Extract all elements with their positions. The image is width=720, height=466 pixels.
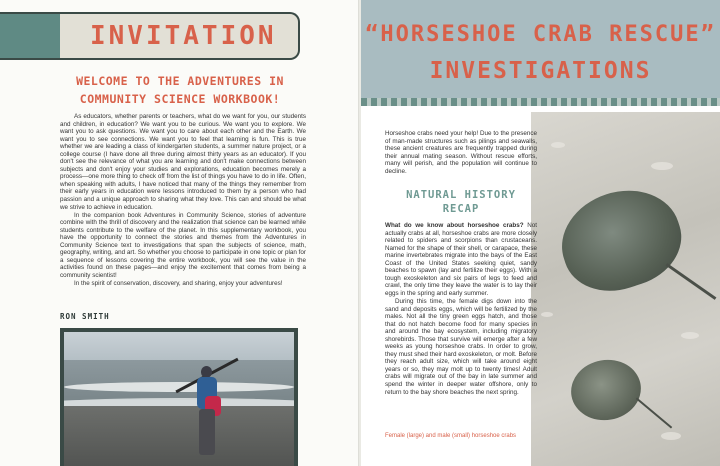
invitation-banner (0, 12, 300, 60)
author-signature: RON SMITH (60, 312, 110, 321)
invitation-body (60, 113, 306, 288)
title-line-1: “HORSESHOE CRAB RESCUE” (365, 22, 716, 47)
photo-sea (64, 360, 294, 400)
female-crab-tail (666, 263, 717, 300)
male-crab-tail (636, 397, 673, 428)
sand-speck (651, 162, 673, 170)
welcome-line-2: COMMUNITY SCIENCE WORKBOOK! (79, 92, 281, 106)
sand-speck (541, 312, 553, 317)
figure-legs (199, 409, 215, 455)
sand-speck (551, 142, 565, 148)
female-crab (549, 176, 693, 304)
photo-sky (64, 332, 294, 362)
intro-text: Horseshoe crabs need your help! Due to the presence of man-made structures such as pilings and seawalls, these ancient creatures are frequently trapped during their annual mating season. Without rescue efforts, many will perish, and the population will continue to decline. (385, 130, 537, 175)
recap-line-1: NATURAL HISTORY (406, 189, 516, 201)
sand-speck (681, 332, 699, 339)
recap-body (385, 222, 537, 397)
beach-photo (60, 328, 298, 466)
recap-paragraph (385, 222, 537, 297)
banner-title: INVITATION (90, 21, 277, 51)
paragraph: As educators, whether parents or teachers, what do we want for you, our students and children, in education? We want you to be curious. We want you to explore. We want you to ask questions. We want you to care about each other and the Earth. We want you to see connections. We want you to feel that learning is fun. This is true whether we are leading a class of kindergarten students, a summer nature project, or a college course (I have done all three during almost thirty years as an educator). If you don't see the relevance of what you are learning and don't make connections between subjects and don't enjoy your studies and explorations, education becomes merely a process—one more thing to check off from the list of things you have to do in life. Often, when speaking with adults, I have noticed that many of the things they remember from their early years in education were lessons introduced to them by a person who had passion and a unique approach to sharing what they love. This can and should be what we strive to achieve in education. (60, 113, 306, 211)
topographic-pattern (0, 14, 60, 60)
male-crab (566, 354, 645, 425)
welcome-heading (30, 72, 330, 108)
recap-lead: What do we know about horseshoe crabs? (385, 222, 524, 229)
photo-caption: Female (large) and male (small) horseshoe crabs (385, 433, 517, 439)
sand-speck (661, 432, 681, 440)
right-page (361, 0, 720, 466)
investigations-banner (361, 0, 720, 106)
photo-sand (64, 406, 294, 466)
title-line-2: INVESTIGATIONS (429, 58, 652, 84)
paragraph: In the spirit of conservation, discovery, and sharing, enjoy your adventures! (74, 280, 283, 288)
paragraph: In the companion book Adventures in Community Science, stories of adventure combine with the thrill of discovery and the realization that science can be learned while students contribute to the welfare of the planet. In this supplementary workbook, you have the opportunity to connect the stories and themes from the Adventures in Community Science text to investigations that span the subjects of science, math, geography, writing, and art. So whether you choose to participate in one topic or plan for a sequence of lessons covering the entire workbook, you will see the value in the activities found on these pages—and enjoy the excitement that comes from being a community scientist! (60, 211, 306, 279)
photographer-figure (192, 366, 222, 462)
recap-heading (385, 188, 537, 216)
horseshoe-crab-photo (531, 112, 720, 466)
banner-pattern (361, 98, 720, 106)
recap-text: Not actually crabs at all, horseshoe crabs are more closely related to spiders and scorpions than crustaceans. Named for the shape of their shell, or carapace, these marine invertebrates migrate into the bays of the East Coast of the United States seeking quiet, sandy beaches to spawn (lay and fertilize their eggs). With a tough exoskeleton and six pairs of legs to feed and crawl, the only time they leave the water is to lay their eggs in the spring and early summer. (385, 222, 537, 297)
recap-line-2: RECAP (442, 203, 480, 215)
welcome-line-1: WELCOME TO THE ADVENTURES IN (76, 74, 284, 88)
left-page (0, 0, 359, 466)
recap-paragraph: During this time, the female digs down into the sand and deposits eggs, which will be fertilized by the males. Not all the tiny green eggs hatch, and those that do not hatch become food for many species in and around the bay ecosystem, including migratory shorebirds. Those that survive will emerge after a few weeks as young horseshoe crabs. In order to grow, they must shed their hard exoskeleton, or molt. Before they reach adult size, which will take around eight years or so, they may molt up to twenty times! Adult crabs will migrate out of the bay in late summer and spend the winter in deeper water offshore, only to return to the bay shore beaches the next spring. (385, 297, 537, 396)
